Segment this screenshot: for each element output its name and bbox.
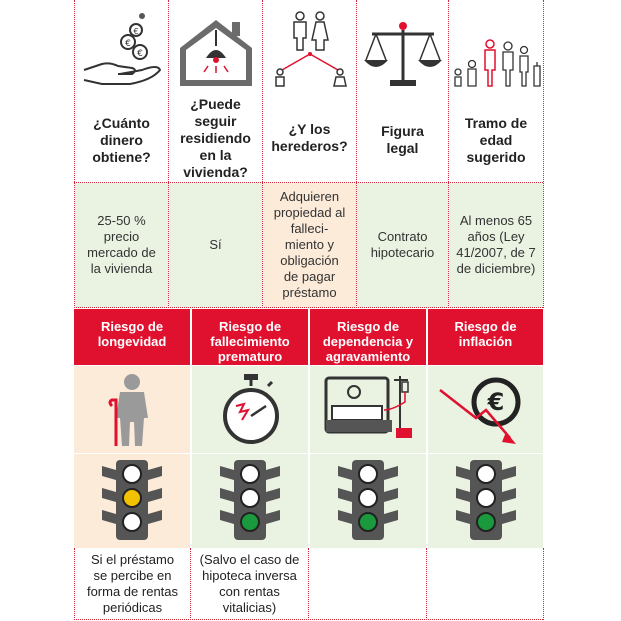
divider bbox=[543, 0, 544, 308]
answer-cell bbox=[169, 183, 262, 307]
risk-label: Riesgo de fallecimiento prematuro bbox=[210, 319, 290, 364]
risk-label: Riesgo de dependencia y agravamiento bbox=[322, 319, 414, 364]
question-cell bbox=[169, 94, 262, 182]
answer-cell bbox=[357, 183, 448, 307]
divider bbox=[74, 307, 543, 308]
risk-note-cell bbox=[309, 550, 426, 618]
answer-cell bbox=[75, 183, 168, 307]
house-lamp-icon bbox=[176, 16, 256, 88]
question-heirs: ¿Y los herederos? bbox=[271, 121, 348, 154]
risk-header-dependency bbox=[310, 309, 426, 365]
question-age: Tramo de edad sugerido bbox=[464, 114, 528, 165]
ages-icon bbox=[452, 36, 542, 90]
risk-note-cell bbox=[427, 550, 543, 618]
question-residence: ¿Puede seguir residiendo en la vivienda? bbox=[180, 95, 251, 180]
euro-down-icon bbox=[436, 374, 532, 450]
answer-residence: Sí bbox=[209, 237, 222, 252]
divider bbox=[74, 619, 543, 620]
hand-coins-icon bbox=[80, 8, 164, 88]
divider bbox=[74, 453, 543, 454]
stopwatch-icon bbox=[222, 372, 280, 448]
family-icon bbox=[268, 8, 352, 90]
answer-cell bbox=[449, 183, 543, 307]
risk-note-cell bbox=[191, 550, 308, 618]
divider bbox=[543, 548, 544, 620]
risk-header-inflation bbox=[428, 309, 543, 365]
svg-text:€: € bbox=[487, 388, 505, 416]
risk-note: (Salvo el caso de hipoteca inversa con rentas vitalicias) bbox=[199, 552, 300, 615]
svg-text:€: € bbox=[125, 39, 131, 49]
scales-icon bbox=[362, 18, 444, 90]
risk-note-cell bbox=[75, 550, 190, 618]
question-cell bbox=[75, 100, 168, 180]
answer-age: Al menos 65 años (Ley 41/2007, de 7 de diciembre) bbox=[456, 213, 536, 276]
question-cell bbox=[263, 108, 356, 168]
question-cell bbox=[357, 110, 448, 170]
answer-cell bbox=[263, 183, 356, 307]
svg-text:€: € bbox=[137, 49, 143, 59]
question-cell bbox=[449, 106, 543, 174]
hospital-bed-icon bbox=[322, 372, 418, 448]
traffic-light-icon bbox=[334, 458, 402, 542]
traffic-light-icon bbox=[216, 458, 284, 542]
risk-header-death bbox=[192, 309, 308, 365]
traffic-light-icon bbox=[452, 458, 520, 542]
answer-heirs: Adquieren propiedad al falleci-miento y obligación de pagar préstamo bbox=[273, 189, 346, 300]
risk-header-longevity bbox=[74, 309, 190, 365]
question-money: ¿Cuánto dinero obtiene? bbox=[92, 114, 151, 165]
answer-money: 25-50 % precio mercado de la vivienda bbox=[87, 213, 156, 276]
question-legal: Figura legal bbox=[381, 123, 424, 156]
risk-note: Si el préstamo se percibe en forma de rentas periódicas bbox=[86, 552, 179, 615]
risk-label: Riesgo de longevidad bbox=[97, 319, 167, 349]
traffic-light-icon bbox=[98, 458, 166, 542]
risk-label: Riesgo de inflación bbox=[454, 319, 517, 349]
elderly-person-icon bbox=[104, 372, 160, 448]
answer-legal: Contrato hipotecario bbox=[370, 229, 435, 260]
svg-text:€: € bbox=[133, 27, 139, 36]
